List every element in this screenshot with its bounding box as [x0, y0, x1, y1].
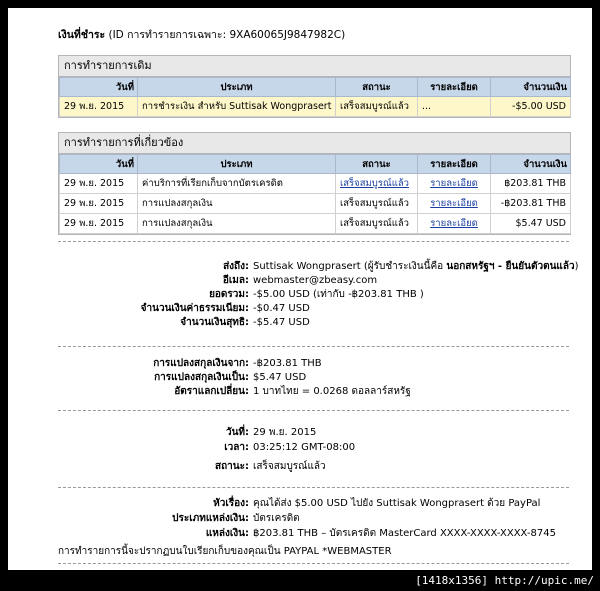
- net-value: -$5.47 USD: [253, 317, 310, 328]
- date-value: 29 พ.ย. 2015: [253, 427, 317, 438]
- col-type: ประเภท: [138, 155, 336, 174]
- col-date: วันที่: [60, 78, 138, 97]
- row-type: ค่าบริการที่เรียกเก็บจากบัตรเครดิต: [138, 174, 336, 194]
- row-date: 29 พ.ย. 2015: [60, 194, 138, 214]
- source-type-value: บัตรเครดิต: [253, 513, 300, 524]
- original-transaction-heading: การทำรายการเดิม: [59, 56, 570, 77]
- row-amount: ฿203.81 THB: [491, 174, 571, 194]
- subject-label: หัวเรื่อง:: [213, 498, 249, 509]
- subject-value: คุณได้ส่ง $5.00 USD ไปยัง Suttisak Wongprasert ด้วย PayPal: [253, 498, 541, 509]
- table-row: [60, 214, 571, 234]
- convert-from-label: การแปลงสกุลเงินจาก:: [153, 358, 249, 369]
- row-detail: ...: [418, 97, 491, 117]
- email-label: อีเมล:: [222, 275, 249, 286]
- status-label: สถานะ:: [215, 461, 249, 472]
- divider: [58, 410, 569, 411]
- exchange-rate-label: อัตราแลกเปลี่ยน:: [174, 386, 249, 397]
- divider: [58, 346, 569, 347]
- col-type: ประเภท: [138, 78, 336, 97]
- status-value: เสร็จสมบูรณ์แล้ว: [253, 461, 326, 472]
- status-link[interactable]: เสร็จสมบูรณ์แล้ว: [340, 178, 410, 189]
- related-transactions-heading: การทำรายการที่เกี่ยวข้อง: [59, 133, 570, 154]
- date-label: วันที่:: [225, 427, 249, 438]
- table-row: [60, 97, 571, 117]
- fee-label: จำนวนเงินค่าธรรมเนียม:: [140, 303, 249, 314]
- net-label: จำนวนเงินสุทธิ:: [180, 317, 249, 328]
- col-amount: จำนวนเงิน: [491, 78, 571, 97]
- original-transaction-table: [59, 77, 571, 117]
- related-transactions-table: [59, 154, 571, 234]
- source-value: ฿203.81 THB – บัตรเครดิต MasterCard XXXX-XXXX-XXXX-8745: [253, 528, 556, 539]
- table-header-row: [60, 78, 571, 97]
- to-value: Suttisak Wongprasert (ผู้รับชำระเงินนี้คือ: [253, 261, 447, 272]
- row-date: 29 พ.ย. 2015: [60, 214, 138, 234]
- fee-value: -$0.47 USD: [253, 303, 310, 314]
- col-status: สถานะ: [336, 155, 418, 174]
- row-type: การแปลงสกุลเงิน: [138, 194, 336, 214]
- col-date: วันที่: [60, 155, 138, 174]
- row-type: การแปลงสกุลเงิน: [138, 214, 336, 234]
- detail-link[interactable]: รายละเอียด: [430, 198, 478, 209]
- row-amount: $5.47 USD: [491, 214, 571, 234]
- row-status: เสร็จสมบูรณ์แล้ว: [336, 214, 418, 234]
- total-value: -$5.00 USD (เท่ากับ -฿203.81 THB ): [253, 289, 424, 300]
- verified-status: นอกสหรัฐฯ - ยืนยันตัวตนแล้ว: [446, 261, 575, 272]
- convert-to-label: การแปลงสกุลเงินเป็น:: [154, 372, 249, 383]
- source-label: แหล่งเงิน:: [205, 528, 249, 539]
- row-status: เสร็จสมบูรณ์แล้ว: [336, 97, 418, 117]
- table-header-row: [60, 155, 571, 174]
- related-transactions-box: [58, 132, 571, 235]
- row-date: 29 พ.ย. 2015: [60, 174, 138, 194]
- row-status: เสร็จสมบูรณ์แล้ว: [336, 194, 418, 214]
- col-detail: รายละเอียด: [418, 155, 491, 174]
- col-status: สถานะ: [336, 78, 418, 97]
- to-label: ส่งถึง:: [223, 261, 249, 272]
- total-label: ยอดรวม:: [209, 289, 249, 300]
- image-size-watermark: [1418x1356] http://upic.me/: [415, 574, 594, 587]
- detail-link[interactable]: รายละเอียด: [430, 178, 478, 189]
- exchange-rate-value: 1 บาทไทย = 0.0268 ดอลลาร์สหรัฐ: [253, 386, 411, 397]
- original-transaction-box: [58, 55, 571, 118]
- row-amount: -฿203.81 THB: [491, 194, 571, 214]
- divider: [58, 241, 569, 242]
- detail-link[interactable]: รายละเอียด: [430, 218, 478, 229]
- time-value: 03:25:12 GMT-08:00: [253, 442, 356, 453]
- convert-from-value: -฿203.81 THB: [253, 358, 322, 369]
- receipt-page: เงินที่ชำระ (ID การทำรายการเฉพาะ: 9XA60065J9847982C) การทำรายการเดิม วันที่ ประเภท สถานะ รายละเอียด จำนวนเงิน 29 พ.ย. 2015 การชำระเงิน สำหรับ Suttisak Wongprasert เสร็จสมบูรณ์แล้ว ... -$5.00 USD การทำรายการที่เกี่ยวข้อง วันที่ ประเภท สถานะ รายละเอียด จำนวนเงิน 29 พ.ย. 2015 ค่าบริการที่เรียกเก็บจากบัตรเครดิต เสร็จสมบูรณ์แล้ว รายละเอียด ฿203.81 THB 29 พ.ย. 2015 การแปลงสกุลเงิน เสร็จสมบูรณ์แล้ว รายละเอียด -฿203.81 THB 29 พ.ย. 2015 การแปลงสกุลเงิน เสร็จสมบูรณ์แล้ว รายละเอียด $5.47 USD ส่งถึง: Suttisak Wongprasert (ผู้รับชำระเงินนี้คือ นอกสหรัฐฯ - ยืนยันตัวตนแล้ว) อีเมล: webmaster@zbeasy.com ยอดรวม: -$5.00 USD (เท่ากับ -฿203.81 THB ) จำนวนเงินค่าธรรมเนียม: -$0.47 USD จำนวนเงินสุทธิ: -$5.47 USD การแปลงสกุลเงินจาก: -฿203.81 THB การแปลงสกุลเงินเป็น: $5.47 USD อัตราแลกเปลี่ยน: 1 บาทไทย = 0.0268 ดอลลาร์สหรัฐ วันที่: 29 พ.ย. 2015 เวลา: 03:25:12 GMT-08:00 สถานะ: เสร็จสมบูรณ์แล้ว หัวเรื่อง: คุณได้ส่ง $5.00 USD ไปยัง Suttisak Wongprasert ด้วย PayPal ประเภทแหล่งเงิน: บัตรเครดิต แหล่งเงิน: ฿203.81 THB – บัตรเครดิต MasterCard XXXX-XXXX-XXXX-8745 การทำรายการนี้จะปรากฏบนใบเรียกเก็บของคุณเป็น PAYPAL *WEBMASTER: [8, 8, 592, 570]
- row-date: 29 พ.ย. 2015: [60, 97, 138, 117]
- page-title: เงินที่ชำระ (ID การทำรายการเฉพาะ: 9XA60065J9847982C): [58, 29, 346, 41]
- divider: [58, 487, 569, 488]
- email-value: webmaster@zbeasy.com: [253, 275, 378, 286]
- time-label: เวลา:: [224, 442, 249, 453]
- col-detail: รายละเอียด: [418, 78, 491, 97]
- divider: [58, 563, 569, 564]
- convert-to-value: $5.47 USD: [253, 372, 307, 383]
- table-row: [60, 194, 571, 214]
- row-amount: -$5.00 USD: [491, 97, 571, 117]
- statement-note: การทำรายการนี้จะปรากฏบนใบเรียกเก็บของคุณเป็น PAYPAL *WEBMASTER: [58, 546, 392, 557]
- col-amount: จำนวนเงิน: [491, 155, 571, 174]
- source-type-label: ประเภทแหล่งเงิน:: [172, 513, 249, 524]
- row-type: การชำระเงิน สำหรับ Suttisak Wongprasert: [138, 97, 336, 117]
- table-row: [60, 174, 571, 194]
